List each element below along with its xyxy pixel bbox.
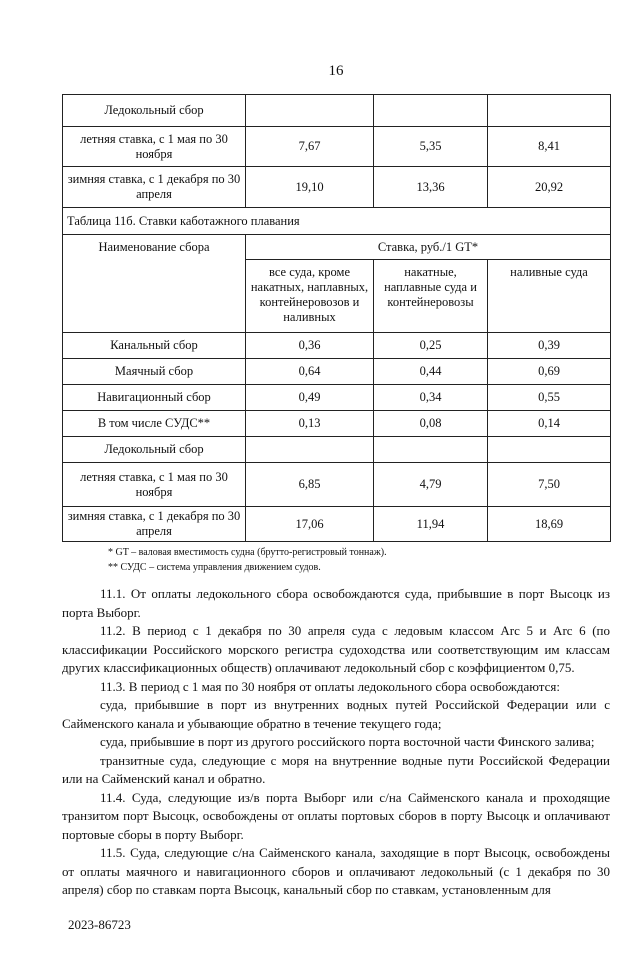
rate-value: 0,34	[374, 385, 488, 411]
rate-value: 4,79	[374, 463, 488, 507]
table-row	[63, 385, 611, 411]
fee-name: летняя ставка, с 1 мая по 30 ноября	[63, 127, 246, 167]
table-row	[63, 333, 611, 359]
rate-value: 0,69	[488, 359, 611, 385]
rate-value: 0,55	[488, 385, 611, 411]
vessel-type-header: накатные, наплавные суда и контейнеровозы	[374, 260, 488, 333]
rate-value: 8,41	[488, 127, 611, 167]
fee-name: Навигационный сбор	[63, 385, 246, 411]
tariff-table	[62, 94, 611, 542]
paragraph: 11.5. Суда, следующие с/на Сайменского канала, заходящие в порт Высоцк, освобождены от оплаты маячного и навигационного сборов и оплачивают ледокольный (с 1 декабря по 30 апреля) сбор по ставкам порта Высоцк, канальный сбор по ставкам, установленным для	[62, 845, 610, 897]
rate-value: 0,39	[488, 333, 611, 359]
footnotes	[108, 545, 610, 575]
header-row	[63, 235, 611, 260]
fee-name: летняя ставка, с 1 мая по 30 ноября	[63, 463, 246, 507]
table-row	[63, 359, 611, 385]
rate-value: 0,49	[246, 385, 374, 411]
rate-value: 0,13	[246, 411, 374, 437]
fee-name: Маячный сбор	[63, 359, 246, 385]
rate-value: 5,35	[374, 127, 488, 167]
paragraph: 11.3. В период с 1 мая по 30 ноября от оплаты ледокольного сбора освобождаются:	[100, 678, 560, 694]
rate-value: 0,08	[374, 411, 488, 437]
rate-value: 20,92	[488, 167, 611, 208]
table-row	[63, 507, 611, 542]
footnote: * GT – валовая вместимость судна (брутто-регистровый тоннаж).	[108, 547, 387, 558]
rate-value	[374, 437, 488, 463]
footnote: ** СУДС – система управления движением судов.	[108, 562, 321, 573]
vessel-type-header: наливные суда	[488, 260, 611, 333]
rate-header: Ставка, руб./1 GT*	[246, 235, 611, 260]
rate-value: 0,64	[246, 359, 374, 385]
fee-name-header: Наименование сбора	[63, 235, 246, 333]
fee-name: Ледокольный сбор	[63, 95, 246, 127]
fee-name: зимняя ставка, с 1 декабря по 30 апреля	[63, 507, 246, 542]
rate-value: 7,50	[488, 463, 611, 507]
table-row	[63, 411, 611, 437]
rate-value: 0,25	[374, 333, 488, 359]
rate-value: 6,85	[246, 463, 374, 507]
rate-value: 0,14	[488, 411, 611, 437]
rate-value: 7,67	[246, 127, 374, 167]
body-text	[62, 585, 610, 900]
rate-value: 11,94	[374, 507, 488, 542]
paragraph: 11.4. Суда, следующие из/в порта Выборг или с/на Сайменского канала и проходящие транзитом порт Высоцк, освобождены от оплаты портовых сборов в порту Высоцк и оплачивают портовые сборы в порту Выборг.	[62, 789, 610, 842]
table-row	[63, 127, 611, 167]
rate-value: 18,69	[488, 507, 611, 542]
rate-value: 0,36	[246, 333, 374, 359]
table-caption-row	[63, 208, 611, 235]
paragraph: 11.2. В период с 1 декабря по 30 апреля суда с ледовым классом Arc 5 и Arc 6 (по классификации Российского морского регистра судоходства или соответствующим им классам других классификационных обществ) оплачивают ледокольный сбор с коэффициентом 0,75.	[62, 623, 610, 675]
rate-value: 13,36	[374, 167, 488, 208]
table-row	[63, 167, 611, 208]
fee-name: Ледокольный сбор	[63, 437, 246, 463]
vessel-type-header: все суда, кроме накатных, наплавных, контейнеровозов и наливных	[246, 260, 374, 333]
document-id: 2023-86723	[68, 916, 131, 932]
table-row	[63, 437, 611, 463]
fee-name: В том числе СУДС**	[63, 411, 246, 437]
paragraph: транзитные суда, следующие с моря на внутренние водные пути Российской Федерации или на Сайменский канал и обратно.	[62, 752, 610, 786]
table-row	[63, 463, 611, 507]
page-number: 16	[328, 63, 344, 79]
paragraph: 11.1. От оплаты ледокольного сбора освобождаются суда, прибывшие в порт Высоцк из порта Выборг.	[62, 586, 610, 620]
rate-value	[246, 95, 374, 127]
rate-value: 19,10	[246, 167, 374, 208]
rate-value	[246, 437, 374, 463]
fee-name: Канальный сбор	[63, 333, 246, 359]
table-caption: Таблица 11б. Ставки каботажного плавания	[63, 208, 611, 235]
rate-value	[488, 95, 611, 127]
paragraph: суда, прибывшие в порт из другого российского порта восточной части Финского залива;	[100, 734, 595, 749]
rate-value: 0,44	[374, 359, 488, 385]
rate-value: 17,06	[246, 507, 374, 542]
rate-value	[374, 95, 488, 127]
paragraph: суда, прибывшие в порт из внутренних водных путей Российской Федерации или с Сайменского канала и убывающие обратно в течение текущего года;	[62, 697, 610, 731]
table-row	[63, 95, 611, 127]
rate-value	[488, 437, 611, 463]
fee-name: зимняя ставка, с 1 декабря по 30 апреля	[63, 167, 246, 208]
